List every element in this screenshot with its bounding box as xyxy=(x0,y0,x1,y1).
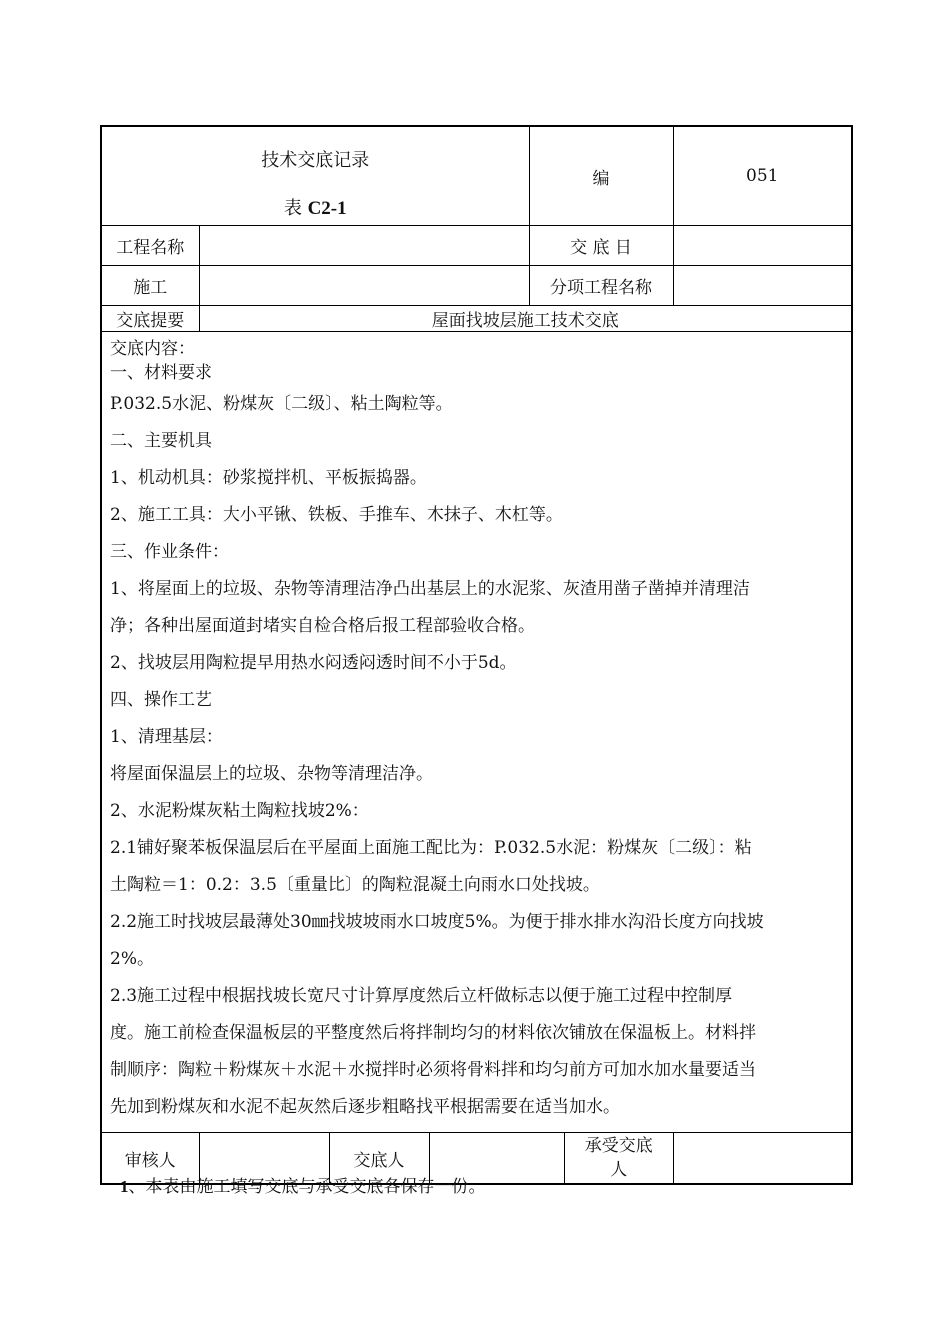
content-line: 四、操作工艺 xyxy=(110,690,212,710)
content-line: 2、水泥粉煤灰粘土陶粒找坡2%： xyxy=(110,801,369,821)
summary-label: 交底提要 xyxy=(101,306,199,332)
code-label: 编 xyxy=(529,126,673,226)
content-line: 2.3施工过程中根据找坡长宽尺寸计算厚度然后立杆做标志以便于施工过程中控制厚 xyxy=(110,986,733,1006)
summary-field[interactable]: 屋面找坡层施工技术交底 xyxy=(199,306,852,332)
receiver-label-line1: 承受交底 xyxy=(584,1136,653,1156)
content-line: 将屋面保温层上的垃圾、杂物等清理洁净。 xyxy=(110,764,433,784)
form-table xyxy=(100,125,853,1185)
technical-disclosure-form xyxy=(100,125,851,1185)
subproject-field[interactable] xyxy=(673,266,852,306)
content-line: 先加到粉煤灰和水泥不起灰然后逐步粗略找平根据需要在适当加水。 xyxy=(110,1097,620,1117)
construction-field[interactable] xyxy=(199,266,529,306)
table-code: C2-1 xyxy=(307,198,347,219)
receiver-field[interactable] xyxy=(673,1133,852,1185)
project-name-label: 工程名称 xyxy=(101,226,199,266)
content-line: 2.2施工时找坡层最薄处30㎜找坡坡雨水口坡度5%。为便于排水排水沟沿长度方向找坡 xyxy=(110,912,764,932)
receiver-label-line2: 人 xyxy=(610,1160,628,1180)
reviewer-label: 审核人 xyxy=(101,1133,199,1185)
content-line: 1、清理基层： xyxy=(110,727,223,747)
table-number xyxy=(102,194,529,220)
content-intro: 交底内容： xyxy=(110,339,195,359)
table-prefix: 表 xyxy=(283,198,302,219)
title-cell xyxy=(101,126,529,226)
discloser-label: 交底人 xyxy=(329,1133,429,1185)
receiver-label xyxy=(564,1133,673,1183)
footnote-text: 、本表由施工填写交底与承受交底各保存一份。 xyxy=(128,1177,486,1197)
footnote xyxy=(120,1172,486,1197)
content-line: 1、将屋面上的垃圾、杂物等清理洁净凸出基层上的水泥浆、灰渣用凿子凿掉并清理洁 xyxy=(110,579,750,599)
footnote-number: 1 xyxy=(120,1177,129,1196)
content-line: 1、机动机具：砂浆搅拌机、平板振捣器。 xyxy=(110,468,427,488)
content-line: 2、施工工具：大小平锹、铁板、手推车、木抹子、木杠等。 xyxy=(110,505,563,525)
construction-label: 施工 xyxy=(101,266,199,306)
content-line: 度。施工前检查保温板层的平整度然后将拌制均匀的材料依次铺放在保温板上。材料拌 xyxy=(110,1023,756,1043)
content-line: 三、作业条件： xyxy=(110,542,229,562)
date-label: 交 底 日 xyxy=(529,226,673,266)
form-title: 技术交底记录 xyxy=(261,150,370,171)
content-line: 一、材料要求 xyxy=(110,363,212,383)
content-line: 2、找坡层用陶粒提早用热水闷透闷透时间不小于5d。 xyxy=(110,653,517,673)
content-line: 净；各种出屋面道封堵实自检合格后报工程部验收合格。 xyxy=(110,616,535,636)
content-line: 2%。 xyxy=(110,949,154,969)
content-line: 二、主要机具 xyxy=(110,431,212,451)
date-field[interactable] xyxy=(673,226,852,266)
subproject-label: 分项工程名称 xyxy=(529,266,673,306)
project-name-field[interactable] xyxy=(199,226,529,266)
content-line: 2.1铺好聚苯板保温层后在平屋面上面施工配比为：P.032.5水泥：粉煤灰〔二级〕：粘 xyxy=(110,838,752,858)
code-value[interactable]: 051 xyxy=(673,126,852,226)
content-line: 制顺序：陶粒＋粉煤灰＋水泥＋水搅拌时必须将骨料拌和均匀前方可加水加水量要适当 xyxy=(110,1060,756,1080)
content-line: P.032.5水泥、粉煤灰〔二级〕、粘土陶粒等。 xyxy=(110,394,453,414)
content-line: 土陶粒＝1：0.2：3.5〔重量比〕的陶粒混凝土向雨水口处找坡。 xyxy=(110,875,600,895)
disclosure-content xyxy=(101,332,852,1133)
